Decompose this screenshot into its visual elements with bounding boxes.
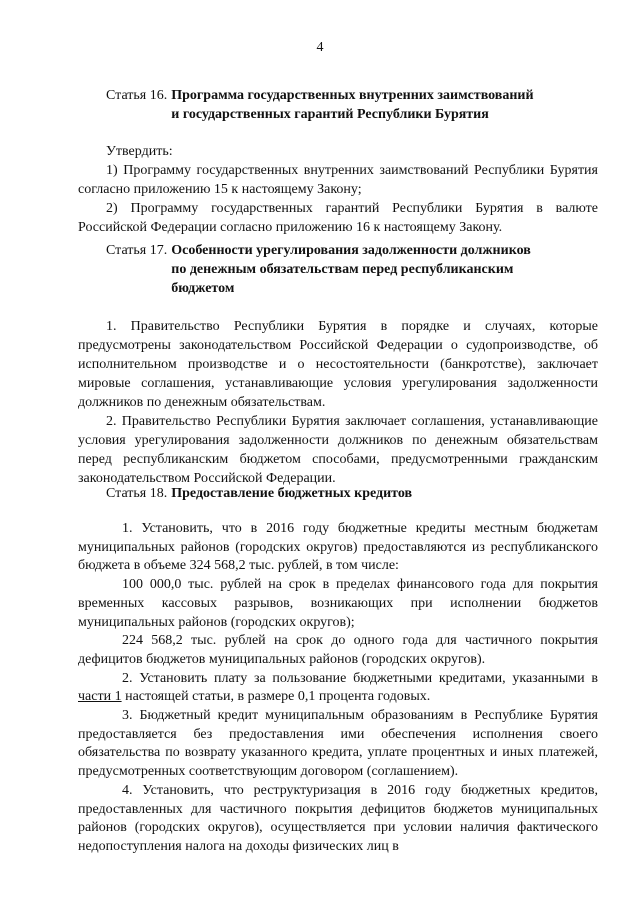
article-16-para-3: 2) Программу государственных гарантий Республики Бурятия в валюте Российской Федерации согласно приложению 16 к настоящему Закону.: [78, 201, 598, 235]
article-18-para-5: 3. Бюджетный кредит муниципальным образованиям в Республике Бурятия предоставляется без предоставления ими обеспечения исполнения своего обязательства по возврату указанного кредита, уплате процентных и иных платежей, предусмотренных соответствующим договором (соглашением).: [78, 708, 598, 780]
article-18-para-4: 2. Установить плату за пользование бюджетными кредитами, указанными в части 1 настоящей статьи, в размере 0,1 процента годовых.: [78, 670, 598, 705]
article-18-body: [78, 520, 598, 857]
article-17: [78, 241, 598, 488]
article-16-title: Программа государственных внутренних заимствований и государственных гарантий Республики Бурятия: [171, 88, 534, 122]
article-18-para-6: 4. Установить, что реструктуризация в 2016 году бюджетных кредитов, предоставленных для частичного покрытия дефицитов бюджетов муниципальных районов (городских округов), осуществляется при условии наличия фактического недопоступления налога на доходы физических лиц в: [78, 782, 598, 854]
article-18-heading: [78, 484, 598, 503]
article-16-para-1: Утвердить:: [106, 144, 173, 159]
page-number: 4: [316, 40, 324, 55]
article-16-para-2: 1) Программу государственных внутренних заимствований Республики Бурятия согласно приложению 15 к настоящему Закону;: [78, 163, 598, 197]
article-18-para-3: 224 568,2 тыс. рублей на срок до одного года для частичного покрытия дефицитов бюджетов муниципальных районов (городских округов).: [78, 633, 598, 667]
article-18-para-2: 100 000,0 тыс. рублей на срок в пределах финансового года для покрытия временных кассовых разрывов, возникающих при исполнении бюджетов муниципальных районов (городских округов);: [78, 577, 598, 630]
article-17-heading: [78, 241, 598, 298]
article-17-title: Особенности урегулирования задолженности должников по денежным обязательствам перед республиканским бюджетом: [171, 243, 531, 296]
article-16-heading: [78, 86, 598, 124]
article-17-para-1: 1. Правительство Республики Бурятия в порядке и случаях, которые предусмотрены законодательством Российской Федерации о судопроизводстве, об исполнительном производстве и о несостоятельности (банкротстве), заключает мировые соглашения, устанавливающие условия урегулирования задолженности должников по денежным обязательствам.: [78, 319, 598, 410]
part-1-link[interactable]: части 1: [78, 689, 122, 705]
article-18-para-1: 1. Установить, что в 2016 году бюджетные кредиты местным бюджетам муниципальных районов (городских округов) предоставляются из республиканского бюджета в объеме 324 568,2 тыс. рублей, в том числе:: [78, 521, 598, 574]
article-17-para-2: 2. Правительство Республики Бурятия заключает соглашения, устанавливающие условия урегулирования задолженности должников по денежным обязательствам перед республиканским бюджетом способами, предусмотренными гражданским законодательством Российской Федерации.: [78, 414, 598, 486]
article-16: [78, 86, 598, 237]
article-18-title: Предоставление бюджетных кредитов: [171, 486, 413, 501]
article-18: [78, 484, 598, 503]
article-17-label: Статья 17.: [106, 243, 168, 258]
article-16-label: Статья 16.: [106, 88, 168, 103]
article-18-label: Статья 18.: [106, 486, 168, 501]
